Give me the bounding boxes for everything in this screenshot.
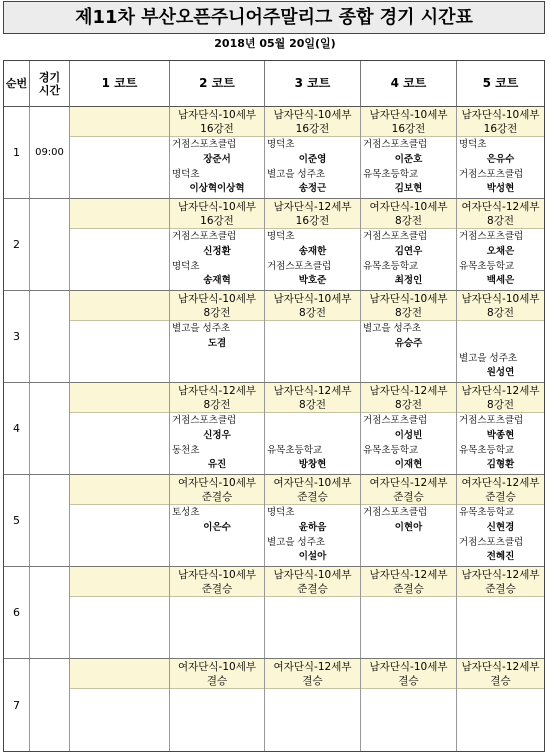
player-name: 오채은 bbox=[486, 245, 515, 257]
player-club: 명덕초 bbox=[459, 139, 487, 150]
round-time-cell bbox=[30, 199, 70, 290]
player-club: 거점스포츠클럽 bbox=[363, 415, 428, 426]
player-name: 김연우 bbox=[394, 245, 423, 257]
match-header bbox=[457, 291, 544, 321]
round-row bbox=[4, 107, 544, 199]
player-club: 유목초등학교 bbox=[363, 260, 419, 272]
player-club: 명덕초 bbox=[172, 168, 200, 180]
round-number: 6 bbox=[4, 567, 30, 658]
player-club: 토성초 bbox=[172, 507, 200, 518]
player-name: 송재혁 bbox=[203, 275, 231, 287]
match-cell bbox=[361, 199, 457, 290]
match-stage: 준결승 bbox=[393, 583, 424, 595]
match-header bbox=[361, 291, 456, 321]
match-cell bbox=[457, 107, 544, 198]
player-name: 도겸 bbox=[207, 337, 227, 349]
player-club: 거점스포츠클럽 bbox=[363, 231, 428, 242]
match-event: 남자단식-10세부 bbox=[369, 109, 448, 121]
player-name: 유승주 bbox=[394, 337, 423, 349]
match-header bbox=[361, 567, 456, 597]
match-stage: 16강전 bbox=[483, 123, 518, 135]
player-name: 유진 bbox=[207, 459, 227, 471]
court-1-header-blank bbox=[70, 383, 169, 413]
player-club: 별고을 성주초 bbox=[172, 323, 231, 334]
player-club: 거점스포츠클럽 bbox=[363, 139, 428, 150]
match-cell bbox=[457, 567, 544, 658]
player-name: 박호준 bbox=[298, 275, 327, 287]
player-club: 별고을 성주초 bbox=[363, 323, 422, 334]
match-event: 여자단식-10세부 bbox=[177, 661, 256, 673]
player-club: 별고을 성주초 bbox=[267, 168, 326, 180]
match-cell bbox=[265, 199, 361, 290]
match-cell bbox=[265, 475, 361, 566]
match-cell bbox=[170, 475, 265, 566]
match-header bbox=[265, 107, 360, 137]
match-stage: 준결승 bbox=[297, 583, 328, 595]
match-header bbox=[170, 107, 264, 137]
player-club: 명덕초 bbox=[267, 507, 295, 518]
match-cell bbox=[265, 567, 361, 658]
round-time-cell bbox=[30, 107, 70, 198]
player-club: 거점스포츠클럽 bbox=[459, 536, 524, 548]
match-event: 남자단식-10세부 bbox=[369, 661, 448, 673]
schedule-date: 2018년 05월 20일(일) bbox=[214, 37, 336, 50]
match-header bbox=[457, 659, 544, 689]
player-name: 이준호 bbox=[394, 153, 423, 165]
round-time-cell bbox=[30, 291, 70, 382]
player-club: 유목초등학교 bbox=[363, 168, 419, 180]
match-cell bbox=[457, 383, 544, 474]
match-stage: 결승 bbox=[398, 675, 419, 687]
match-event: 남자단식-12세부 bbox=[177, 385, 256, 397]
match-stage: 준결승 bbox=[485, 583, 516, 595]
player-club: 명덕초 bbox=[267, 231, 295, 242]
player-club: 유목초등학교 bbox=[363, 444, 419, 456]
match-event: 남자단식-12세부 bbox=[273, 385, 352, 397]
match-stage: 결승 bbox=[206, 675, 228, 687]
match-cell bbox=[361, 383, 457, 474]
match-stage: 8강전 bbox=[487, 399, 514, 411]
match-cell bbox=[457, 475, 544, 566]
player-name: 신현경 bbox=[486, 521, 515, 533]
player-club: 거점스포츠클럽 bbox=[459, 168, 524, 180]
header-court-1: 1 코트 bbox=[70, 61, 170, 107]
player-club: 동천초 bbox=[172, 444, 200, 456]
player-name: 원성연 bbox=[486, 367, 515, 379]
player-name: 이재현 bbox=[394, 459, 423, 471]
match-event: 남자단식-12세부 bbox=[369, 569, 448, 581]
match-event: 남자단식-10세부 bbox=[177, 109, 256, 121]
court-1-cell bbox=[70, 567, 170, 658]
player-club: 거점스포츠클럽 bbox=[363, 507, 428, 518]
player-name: 박종현 bbox=[486, 429, 515, 441]
match-cell bbox=[265, 107, 361, 198]
match-event: 남자단식-10세부 bbox=[461, 109, 540, 121]
match-event: 여자단식-12세부 bbox=[461, 477, 540, 489]
match-stage: 8강전 bbox=[203, 399, 231, 411]
match-stage: 8강전 bbox=[203, 307, 231, 319]
player-name: 신정환 bbox=[203, 245, 231, 257]
player-name: 이현아 bbox=[394, 521, 423, 533]
match-event: 여자단식-10세부 bbox=[369, 201, 448, 213]
round-number: 2 bbox=[4, 199, 30, 290]
match-stage: 8강전 bbox=[299, 307, 326, 319]
match-stage: 16강전 bbox=[295, 215, 330, 227]
player-name: 이상혁이상혁 bbox=[189, 183, 245, 195]
player-club: 명덕초 bbox=[172, 260, 200, 272]
match-header bbox=[265, 475, 360, 505]
match-header bbox=[265, 567, 360, 597]
match-event: 남자단식-12세부 bbox=[461, 385, 540, 397]
match-stage: 준결승 bbox=[201, 491, 233, 503]
match-event: 남자단식-10세부 bbox=[177, 201, 256, 213]
match-stage: 16강전 bbox=[391, 123, 426, 135]
player-name: 이준영 bbox=[298, 153, 327, 165]
player-club: 유목초등학교 bbox=[459, 260, 515, 272]
player-name: 송재한 bbox=[298, 245, 327, 257]
match-header bbox=[170, 475, 264, 505]
match-header bbox=[265, 291, 360, 321]
court-1-cell bbox=[70, 475, 170, 566]
match-header bbox=[170, 567, 264, 597]
round-time-cell bbox=[30, 383, 70, 474]
court-1-cell bbox=[70, 291, 170, 382]
match-header bbox=[170, 199, 264, 229]
match-event: 남자단식-10세부 bbox=[273, 109, 352, 121]
round-number: 5 bbox=[4, 475, 30, 566]
court-1-cell bbox=[70, 659, 170, 751]
match-header bbox=[457, 199, 544, 229]
match-event: 남자단식-10세부 bbox=[369, 293, 448, 305]
player-name: 송정근 bbox=[298, 183, 327, 195]
player-name: 이은수 bbox=[203, 521, 231, 533]
round-row bbox=[4, 291, 544, 383]
player-name: 윤하음 bbox=[298, 521, 327, 533]
match-cell bbox=[170, 567, 265, 658]
match-header bbox=[170, 659, 264, 689]
court-1-header-blank bbox=[70, 659, 169, 689]
round-time-cell bbox=[30, 659, 70, 751]
match-cell bbox=[170, 291, 265, 382]
player-club: 유목초등학교 bbox=[459, 444, 515, 456]
match-header bbox=[170, 291, 264, 321]
player-club: 별고을 성주초 bbox=[267, 536, 326, 548]
court-1-cell bbox=[70, 199, 170, 290]
match-event: 남자단식-10세부 bbox=[461, 293, 540, 305]
match-cell bbox=[457, 291, 544, 382]
header-seq: 순번 bbox=[4, 61, 30, 107]
court-1-header-blank bbox=[70, 107, 169, 137]
match-header bbox=[170, 383, 264, 413]
player-club: 거점스포츠클럽 bbox=[267, 260, 332, 272]
round-number: 4 bbox=[4, 383, 30, 474]
player-name: 이성빈 bbox=[394, 429, 423, 441]
match-event: 남자단식-12세부 bbox=[461, 661, 540, 673]
match-header bbox=[361, 199, 456, 229]
match-cell bbox=[361, 567, 457, 658]
round-number: 7 bbox=[4, 659, 30, 751]
match-stage: 준결승 bbox=[485, 491, 516, 503]
court-1-header-blank bbox=[70, 291, 169, 321]
match-stage: 준결승 bbox=[393, 491, 424, 503]
match-stage: 8강전 bbox=[395, 307, 422, 319]
player-name: 은유수 bbox=[486, 153, 515, 165]
player-name: 백세은 bbox=[486, 275, 515, 287]
round-row bbox=[4, 383, 544, 475]
match-header bbox=[361, 107, 456, 137]
round-number: 1 bbox=[4, 107, 30, 198]
header-court-5: 5 코트 bbox=[457, 61, 544, 107]
match-event: 여자단식-12세부 bbox=[461, 201, 540, 213]
court-1-header-blank bbox=[70, 199, 169, 229]
match-stage: 준결승 bbox=[297, 491, 328, 503]
match-event: 여자단식-10세부 bbox=[273, 477, 352, 489]
round-time-cell bbox=[30, 475, 70, 566]
match-cell bbox=[170, 107, 265, 198]
player-name: 박성현 bbox=[486, 183, 515, 195]
match-header bbox=[457, 475, 544, 505]
match-cell bbox=[457, 659, 544, 751]
player-club: 유목초등학교 bbox=[267, 444, 323, 456]
match-event: 여자단식-10세부 bbox=[177, 477, 256, 489]
match-event: 남자단식-12세부 bbox=[273, 201, 352, 213]
match-event: 남자단식-10세부 bbox=[177, 293, 256, 305]
match-header bbox=[457, 383, 544, 413]
match-stage: 16강전 bbox=[200, 123, 234, 135]
match-header bbox=[265, 659, 360, 689]
match-stage: 결승 bbox=[302, 675, 323, 687]
header-court-2: 2 코트 bbox=[170, 61, 265, 107]
header-court-3: 3 코트 bbox=[265, 61, 361, 107]
player-club: 거점스포츠클럽 bbox=[459, 231, 524, 242]
round-number: 3 bbox=[4, 291, 30, 382]
round-row bbox=[4, 475, 544, 567]
court-1-header-blank bbox=[70, 475, 169, 505]
match-event: 여자단식-12세부 bbox=[273, 661, 352, 673]
round-row bbox=[4, 567, 544, 659]
match-header bbox=[361, 383, 456, 413]
player-name: 김보현 bbox=[394, 183, 423, 195]
player-club: 거점스포츠클럽 bbox=[172, 139, 237, 150]
match-stage: 8강전 bbox=[395, 399, 422, 411]
court-1-header-blank bbox=[70, 567, 169, 597]
match-cell bbox=[170, 383, 265, 474]
match-cell bbox=[361, 475, 457, 566]
match-header bbox=[361, 659, 456, 689]
header-time: 경기 시간 bbox=[30, 61, 70, 107]
match-event: 남자단식-12세부 bbox=[461, 569, 540, 581]
match-cell bbox=[170, 199, 265, 290]
match-header bbox=[265, 199, 360, 229]
player-name: 최정인 bbox=[394, 275, 423, 287]
round-row bbox=[4, 199, 544, 291]
match-header bbox=[361, 475, 456, 505]
match-cell bbox=[361, 291, 457, 382]
player-club: 별고을 성주초 bbox=[459, 352, 518, 364]
player-club: 거점스포츠클럽 bbox=[459, 415, 524, 426]
player-club: 유목초등학교 bbox=[459, 507, 515, 518]
page-title: 제11차 부산오픈주니어주말리그 종합 경기 시간표 bbox=[3, 1, 545, 34]
round-time-cell bbox=[30, 567, 70, 658]
match-cell bbox=[361, 659, 457, 751]
header-court-4: 4 코트 bbox=[361, 61, 457, 107]
match-stage: 8강전 bbox=[299, 399, 326, 411]
match-cell bbox=[265, 659, 361, 751]
match-header bbox=[457, 567, 544, 597]
player-club: 거점스포츠클럽 bbox=[172, 415, 237, 426]
player-name: 전혜진 bbox=[486, 551, 515, 563]
match-event: 남자단식-10세부 bbox=[177, 569, 256, 581]
match-stage: 8강전 bbox=[487, 307, 514, 319]
player-club: 명덕초 bbox=[267, 139, 295, 150]
court-1-cell bbox=[70, 107, 170, 198]
player-name: 장준서 bbox=[203, 153, 231, 165]
match-cell bbox=[265, 383, 361, 474]
player-name: 방창현 bbox=[298, 459, 327, 471]
round-row bbox=[4, 659, 544, 751]
match-cell bbox=[265, 291, 361, 382]
player-name: 신정우 bbox=[203, 429, 231, 441]
match-stage: 8강전 bbox=[395, 215, 422, 227]
match-event: 남자단식-12세부 bbox=[369, 385, 448, 397]
match-stage: 16강전 bbox=[295, 123, 330, 135]
match-event: 남자단식-10세부 bbox=[273, 293, 352, 305]
match-cell bbox=[361, 107, 457, 198]
player-name: 김형환 bbox=[486, 459, 515, 471]
match-header bbox=[457, 107, 544, 137]
match-header bbox=[265, 383, 360, 413]
player-name: 이설아 bbox=[298, 551, 327, 563]
schedule-table bbox=[3, 60, 545, 752]
player-club: 거점스포츠클럽 bbox=[172, 231, 237, 242]
round-time: 09:00 bbox=[35, 147, 64, 158]
match-stage: 결승 bbox=[490, 675, 511, 687]
match-event: 여자단식-12세부 bbox=[369, 477, 448, 489]
match-stage: 준결승 bbox=[201, 583, 233, 595]
match-stage: 16강전 bbox=[200, 215, 234, 227]
court-1-cell bbox=[70, 383, 170, 474]
match-cell bbox=[170, 659, 265, 751]
match-event: 남자단식-10세부 bbox=[273, 569, 352, 581]
match-cell bbox=[457, 199, 544, 290]
match-stage: 8강전 bbox=[487, 215, 514, 227]
